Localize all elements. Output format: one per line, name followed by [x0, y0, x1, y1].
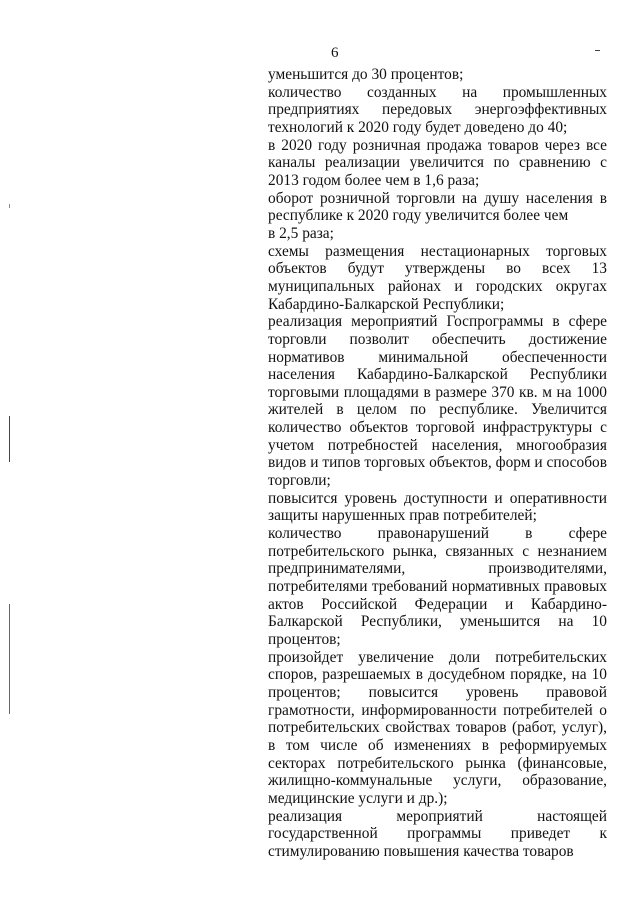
paragraph: схемы размещения нестационарных торговых объектов будут утверждены во всех 13 муниципальных районах и городских округах Кабардино-Балкарской Республики; — [268, 242, 607, 313]
paragraph: реализация мероприятий Госпрограммы в сфере торговли позволит обеспечить достижение нормативов минимальной обеспеченности населения Кабардино-Балкарской Республики торговыми площадями в размере 370 кв. м на 1000 жителей в целом по республике. Увеличится количество объектов торговой инфраструктуры с учетом потребностей населения, многообразия видов и типов торговых объектов, форм и способов торговли; — [268, 313, 607, 490]
scan-mark — [595, 50, 600, 51]
paragraph: произойдет увеличение доли потребительских споров, разрешаемых в досудебном порядке, на 10 процентов; повысится уровень правовой грамотности, информированности потребителей о потребительских свойствах товаров (работ, услуг), в том числе об изменениях в реформируемых секторах потребительского рынка (финансовые, жилищно-коммунальные услуги, образование, медицинские услуги и др.); — [268, 648, 607, 807]
page-number: 6 — [331, 45, 339, 61]
paragraph: реализация мероприятий настоящей государственной программы приведет к стимулированию повышения качества товаров — [268, 807, 607, 860]
paragraph: в 2,5 раза; — [268, 224, 334, 242]
paragraph: уменьшится до 30 процентов; — [268, 66, 464, 83]
paragraph: в 2020 году розничная продажа товаров через все каналы реализации увеличится по сравнению с 2013 годом более чем в 1,6 раза; — [268, 136, 607, 189]
paragraph: количество правонарушений в сфере потребительского рынка, связанных с незнанием предпринимателями, производителями, потребителями требований нормативных правовых актов Российской Федерации и Кабардино-Балкарской Республики, уменьшится на 10 процентов; — [268, 525, 607, 648]
margin-line — [9, 604, 10, 714]
paragraph: оборот розничной торговли на душу населения в республике к 2020 году увеличится более чем — [268, 189, 607, 225]
margin-line — [9, 416, 10, 462]
document-body — [268, 66, 607, 861]
paragraph: количество созданных на промышленных предприятиях передовых энергоэффективных технологий к 2020 году будет доведено до 40; — [268, 83, 607, 136]
paragraph: повысится уровень доступности и оперативности защиты нарушенных прав потребителей; — [268, 489, 607, 525]
margin-speck — [9, 204, 10, 208]
